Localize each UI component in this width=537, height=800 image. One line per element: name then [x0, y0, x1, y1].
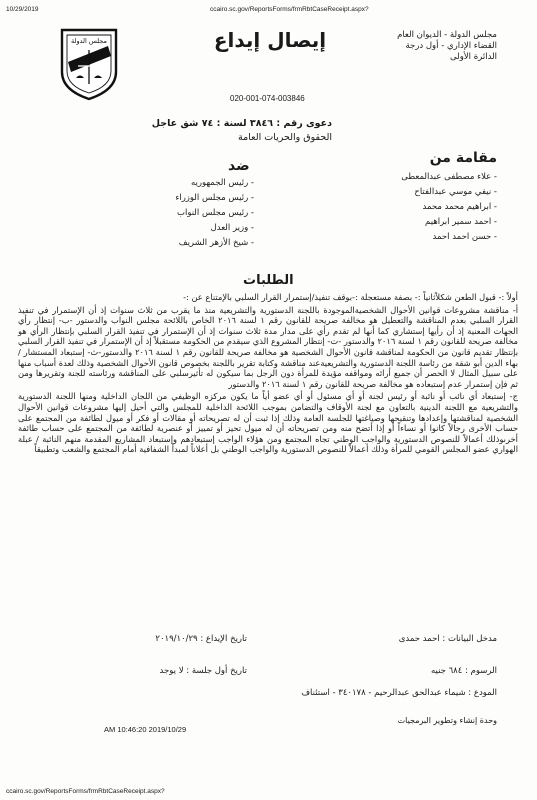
- defendants-heading: ضد: [228, 158, 250, 174]
- request-paragraph: أولاً :- قبول الطعن شكلاًثانياً :- بصفة مستعجلة :-بوقف تنفيذ/إستمرار القرار السلبي بالإمتناع عن :-: [183, 292, 518, 302]
- receipt-number: 020-001-074-003846: [230, 94, 305, 103]
- defendants-list: [84, 176, 254, 251]
- issuer-line-1: مجلس الدولة - الديوان العام: [397, 30, 497, 40]
- defendant-item: - رئيس الجمهوريه: [190, 178, 254, 188]
- issuer-block: [397, 30, 497, 63]
- data-entry-clerk: مدخل البيانات : احمد حمدى: [398, 634, 497, 644]
- software-unit: وحدة إنشاء وتطوير البرمجيات: [397, 716, 497, 725]
- filing-date: تاريخ الإيداع : ٢٠١٩/١٠/٢٩: [155, 634, 247, 644]
- first-session-date: تاريخ أول جلسة : لا يوجد: [159, 666, 247, 676]
- fee-amount: الرسوم : ٦٨٤ جنيه: [430, 666, 497, 676]
- defendant-item: - رئيس مجلس النواب: [176, 208, 254, 218]
- defendant-item: - شيخ الأزهر الشريف: [178, 238, 254, 248]
- plaintiff-item: - حسن احمد احمد: [432, 232, 497, 242]
- depositor: المودع : شيماء عبدالحق عبدالرحيم - ٣٤٠١٧٨ - استئناف: [301, 688, 497, 698]
- printed-timestamp: AM 10:46:20 2019/10/29: [104, 725, 187, 734]
- case-number: دعوى رقم : ٣٨٤٦ لسنة : ٧٤ شق عاجل: [151, 118, 332, 129]
- defendant-item: - رئيس مجلس الوزراء: [175, 193, 254, 203]
- requests-heading: الطلبات: [243, 273, 294, 288]
- circuit-name: الحقوق والحريات العامة: [238, 132, 332, 143]
- logo-caption: مجلس الدولة: [71, 37, 107, 45]
- state-council-logo: [58, 26, 120, 102]
- defendant-item: - وزير العدل: [210, 223, 254, 233]
- plaintiffs-list: [317, 170, 497, 245]
- print-footer-url: ccairo.sc.gov/ReportsForms/frmRbtCaseReceipt.aspx?: [6, 788, 165, 795]
- print-url: ccairo.sc.gov/ReportsForms/frmRbtCaseReceipt.aspx?: [210, 6, 369, 13]
- page-title: إيصال إيداع: [213, 28, 327, 52]
- issuer-line-2: القضاء الإداري - أول درجة: [405, 41, 497, 51]
- request-paragraph: أ- مناقشة مشروعات قوانين الأحوال الشخصيةالموجودة باللجنة الدستورية والتشريعية منذ ما يقرب من ثلاث سنوات إذ أن الإستمرار في تنفيذ القرار السلبي بعدم المناقشة والتعطيل هو مخالفة صريحة للقانون رقم ١ لسنة ٢٠١٦ الخاص باللائحة مجلس النواب والدستور -ب- إنتظار رأي الجهات المعنية إذ أن رأيها إستشاري كما أنها لم تقدم رأي على مدار مدة ثلاث سنوات إذ أن الإستمرار في تنفيذ القرار السلبي بإنتظار الرأي هو مخالفة صريحة للقانون رقم ١ لسنة ٢٠١٦ والدستور -ت- إنتظار المشروع الذي سيقدم من الحكومة مستقبلاً إذ أن الإستمرار في تنفيذ القرار السلبي بإنتظار تقديم قانون من الحكومة لمناقشة قانون الأحوال الشخصية هو مخالفة صريحة للقانون رقم ١ لسنة ٢٠١٦ والدستور-ث- إستبعاد المستشار / بهاء الدين أبو شقة من رئاسة اللجنة الدستورية والتشريعيةعند مناقشة وكتابة تقرير باللجنة بخصوص قانون الأحوال الشخصية وذلك لعدة أسباب منها على سبيل المثال لا الحصر أن جميع أرائه ومواقفه مؤيدة للمرأة دون الرجل بما سيكون له تأثيرسلبي على المناقشة ورئاسته للجنة وتقريرها ومن ثم فإن إستمرار عدم إستبعاده هو مخالفة صريحة للقانون رقم ١ لسنة ٢٠١٦ والدستور: [18, 304, 519, 389]
- issuer-line-3: الدائرة الأولى: [450, 52, 497, 62]
- plaintiff-item: - احمد سمير ابراهيم: [425, 217, 497, 227]
- requests-body: [18, 292, 518, 457]
- plaintiffs-heading: مقامة من: [429, 150, 497, 166]
- plaintiff-item: - علاء مصطفى عبدالمعطى: [401, 172, 497, 182]
- plaintiff-item: - نيفي موسي عبدالفتاح: [414, 187, 497, 197]
- print-date: 10/29/2019: [6, 6, 39, 13]
- plaintiff-item: - ابراهيم محمد محمد: [422, 202, 497, 212]
- request-paragraph: ج- إستبعاد أي نائب أو نائبة أو رئيس لجنة أو أي مسئول أو أي عضو أياً ما يكون مركزه الوظيفي من اللجان الداخلية ومنها اللجنة الدستورية والتشريعية مع اللجنة الدينية بالتعاون مع لجنة الأوقاف والتضامن بموجب اللائحة الداخلية للمجلس والتي أحيل إليها مشروعات قوانين الأحوال الشخصية لمناقشتها وإعدادها وتنقيحها وصياغتها للجلسة العامة وذلك إذا ثبت أن له تصريحاته أو مقالات أو فكر أو ميول لطائفة من المجتمع على حساب الأخرى رجالاً كانوا أو نساءاً أو إذا أتضح منه ومن تصريحاته أن له ميول تحيز أو تمييز أو عنصرية لطائفة من المجتمع على حساب طائفة أخرىوذلك أعمالاً للنصوص الدستورية والواجب الوطني تجاه المجتمع ومن هؤلاء الواجب إستبعادهم وإستبعاد المشاريع المقدمة منهم النائبة / عبلة الهواري عضو المجلس القومي للمرأة وذلك أعمالاً للنصوص الدستورية والواجب الوطني بل أعلاناً لمبدأ الشفافية أمام المجتمع والشعب وتطبيقاً: [18, 391, 518, 455]
